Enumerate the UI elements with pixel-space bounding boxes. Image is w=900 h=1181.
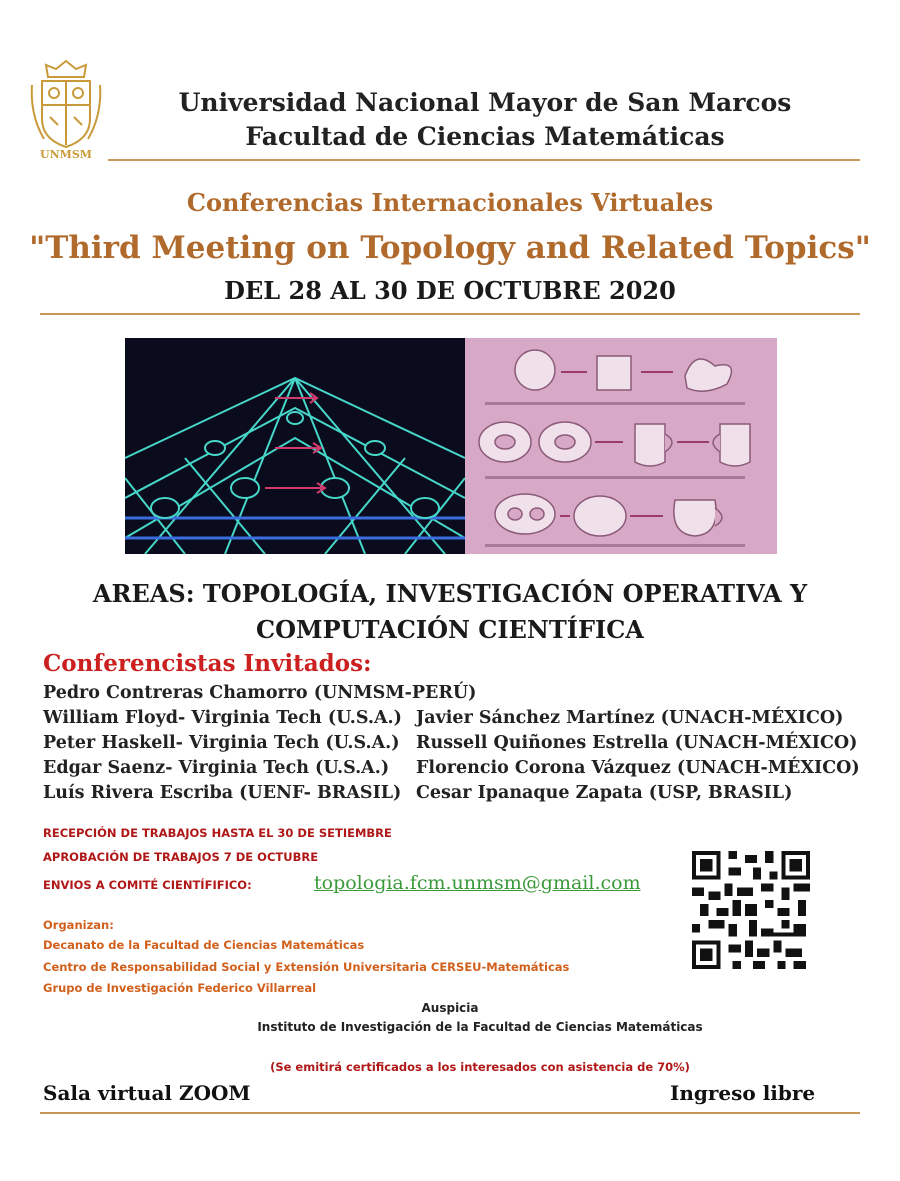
virtual-room: Sala virtual ZOOM bbox=[43, 1081, 251, 1105]
event-divider bbox=[40, 313, 860, 315]
speakers-heading: Conferencistas Invitados: bbox=[43, 650, 372, 677]
research-areas bbox=[60, 576, 840, 648]
areas-line-1: AREAS: TOPOLOGÍA, INVESTIGACIÓN OPERATIVA Y bbox=[92, 579, 808, 608]
contact-email-link[interactable]: topologia.fcm.unmsm@gmail.com bbox=[314, 872, 641, 894]
header-divider bbox=[108, 159, 860, 161]
speaker-left-4: Edgar Saenz- Virginia Tech (U.S.A.) bbox=[43, 758, 390, 778]
speaker-left-1: Pedro Contreras Chamorro (UNMSM-PERÚ) bbox=[43, 683, 477, 703]
qr-code-icon[interactable] bbox=[692, 851, 810, 969]
sponsor-label: Auspicia bbox=[421, 1001, 479, 1015]
speaker-left-5: Luís Rivera Escriba (UENF- BRASIL) bbox=[43, 783, 402, 803]
organizer-item: Decanato de la Facultad de Ciencias Matemáticas bbox=[43, 938, 365, 952]
network-graph-image bbox=[125, 338, 465, 554]
sponsor-institute: Instituto de Investigación de la Facultad de Ciencias Matemáticas bbox=[257, 1020, 703, 1034]
certificate-note: (Se emitirá certificados a los interesados con asistencia de 70%) bbox=[270, 1060, 690, 1074]
logo-text: UNMSM bbox=[40, 148, 92, 161]
event-dates: DEL 28 AL 30 DE OCTUBRE 2020 bbox=[224, 276, 676, 305]
speaker-right-4: Cesar Ipanaque Zapata (USP, BRASIL) bbox=[416, 783, 793, 803]
topology-shapes-image bbox=[465, 338, 777, 554]
university-name: Universidad Nacional Mayor de San Marcos bbox=[178, 88, 792, 117]
speaker-right-1: Javier Sánchez Martínez (UNACH-MÉXICO) bbox=[416, 708, 844, 728]
entry-info: Ingreso libre bbox=[670, 1081, 816, 1105]
speaker-left-3: Peter Haskell- Virginia Tech (U.S.A.) bbox=[43, 733, 400, 753]
speaker-right-3: Florencio Corona Vázquez (UNACH-MÉXICO) bbox=[416, 758, 860, 778]
event-title: "Third Meeting on Topology and Related Topics" bbox=[29, 230, 871, 266]
reception-deadline: RECEPCIÓN DE TRABAJOS HASTA EL 30 DE SETIEMBRE bbox=[43, 826, 392, 840]
footer-divider bbox=[40, 1112, 860, 1114]
faculty-name: Facultad de Ciencias Matemáticas bbox=[245, 122, 725, 151]
areas-line-2: COMPUTACIÓN CIENTÍFICA bbox=[256, 615, 644, 644]
speaker-left-2: William Floyd- Virginia Tech (U.S.A.) bbox=[43, 708, 402, 728]
header-title bbox=[150, 86, 820, 154]
organizer-item: Centro de Responsabilidad Social y Extensión Universitaria CERSEU-Matemáticas bbox=[43, 960, 570, 974]
speaker-right-2: Russell Quiñones Estrella (UNACH-MÉXICO) bbox=[416, 733, 858, 753]
event-series: Conferencias Internacionales Virtuales bbox=[186, 188, 714, 217]
organizer-item: Grupo de Investigación Federico Villarreal bbox=[43, 981, 317, 995]
approval-date: APROBACIÓN DE TRABAJOS 7 DE OCTUBRE bbox=[43, 850, 319, 864]
committee-label: ENVIOS A COMITÉ CIENTÍFIFICO: bbox=[43, 878, 252, 892]
organizers-label: Organizan: bbox=[43, 918, 114, 932]
